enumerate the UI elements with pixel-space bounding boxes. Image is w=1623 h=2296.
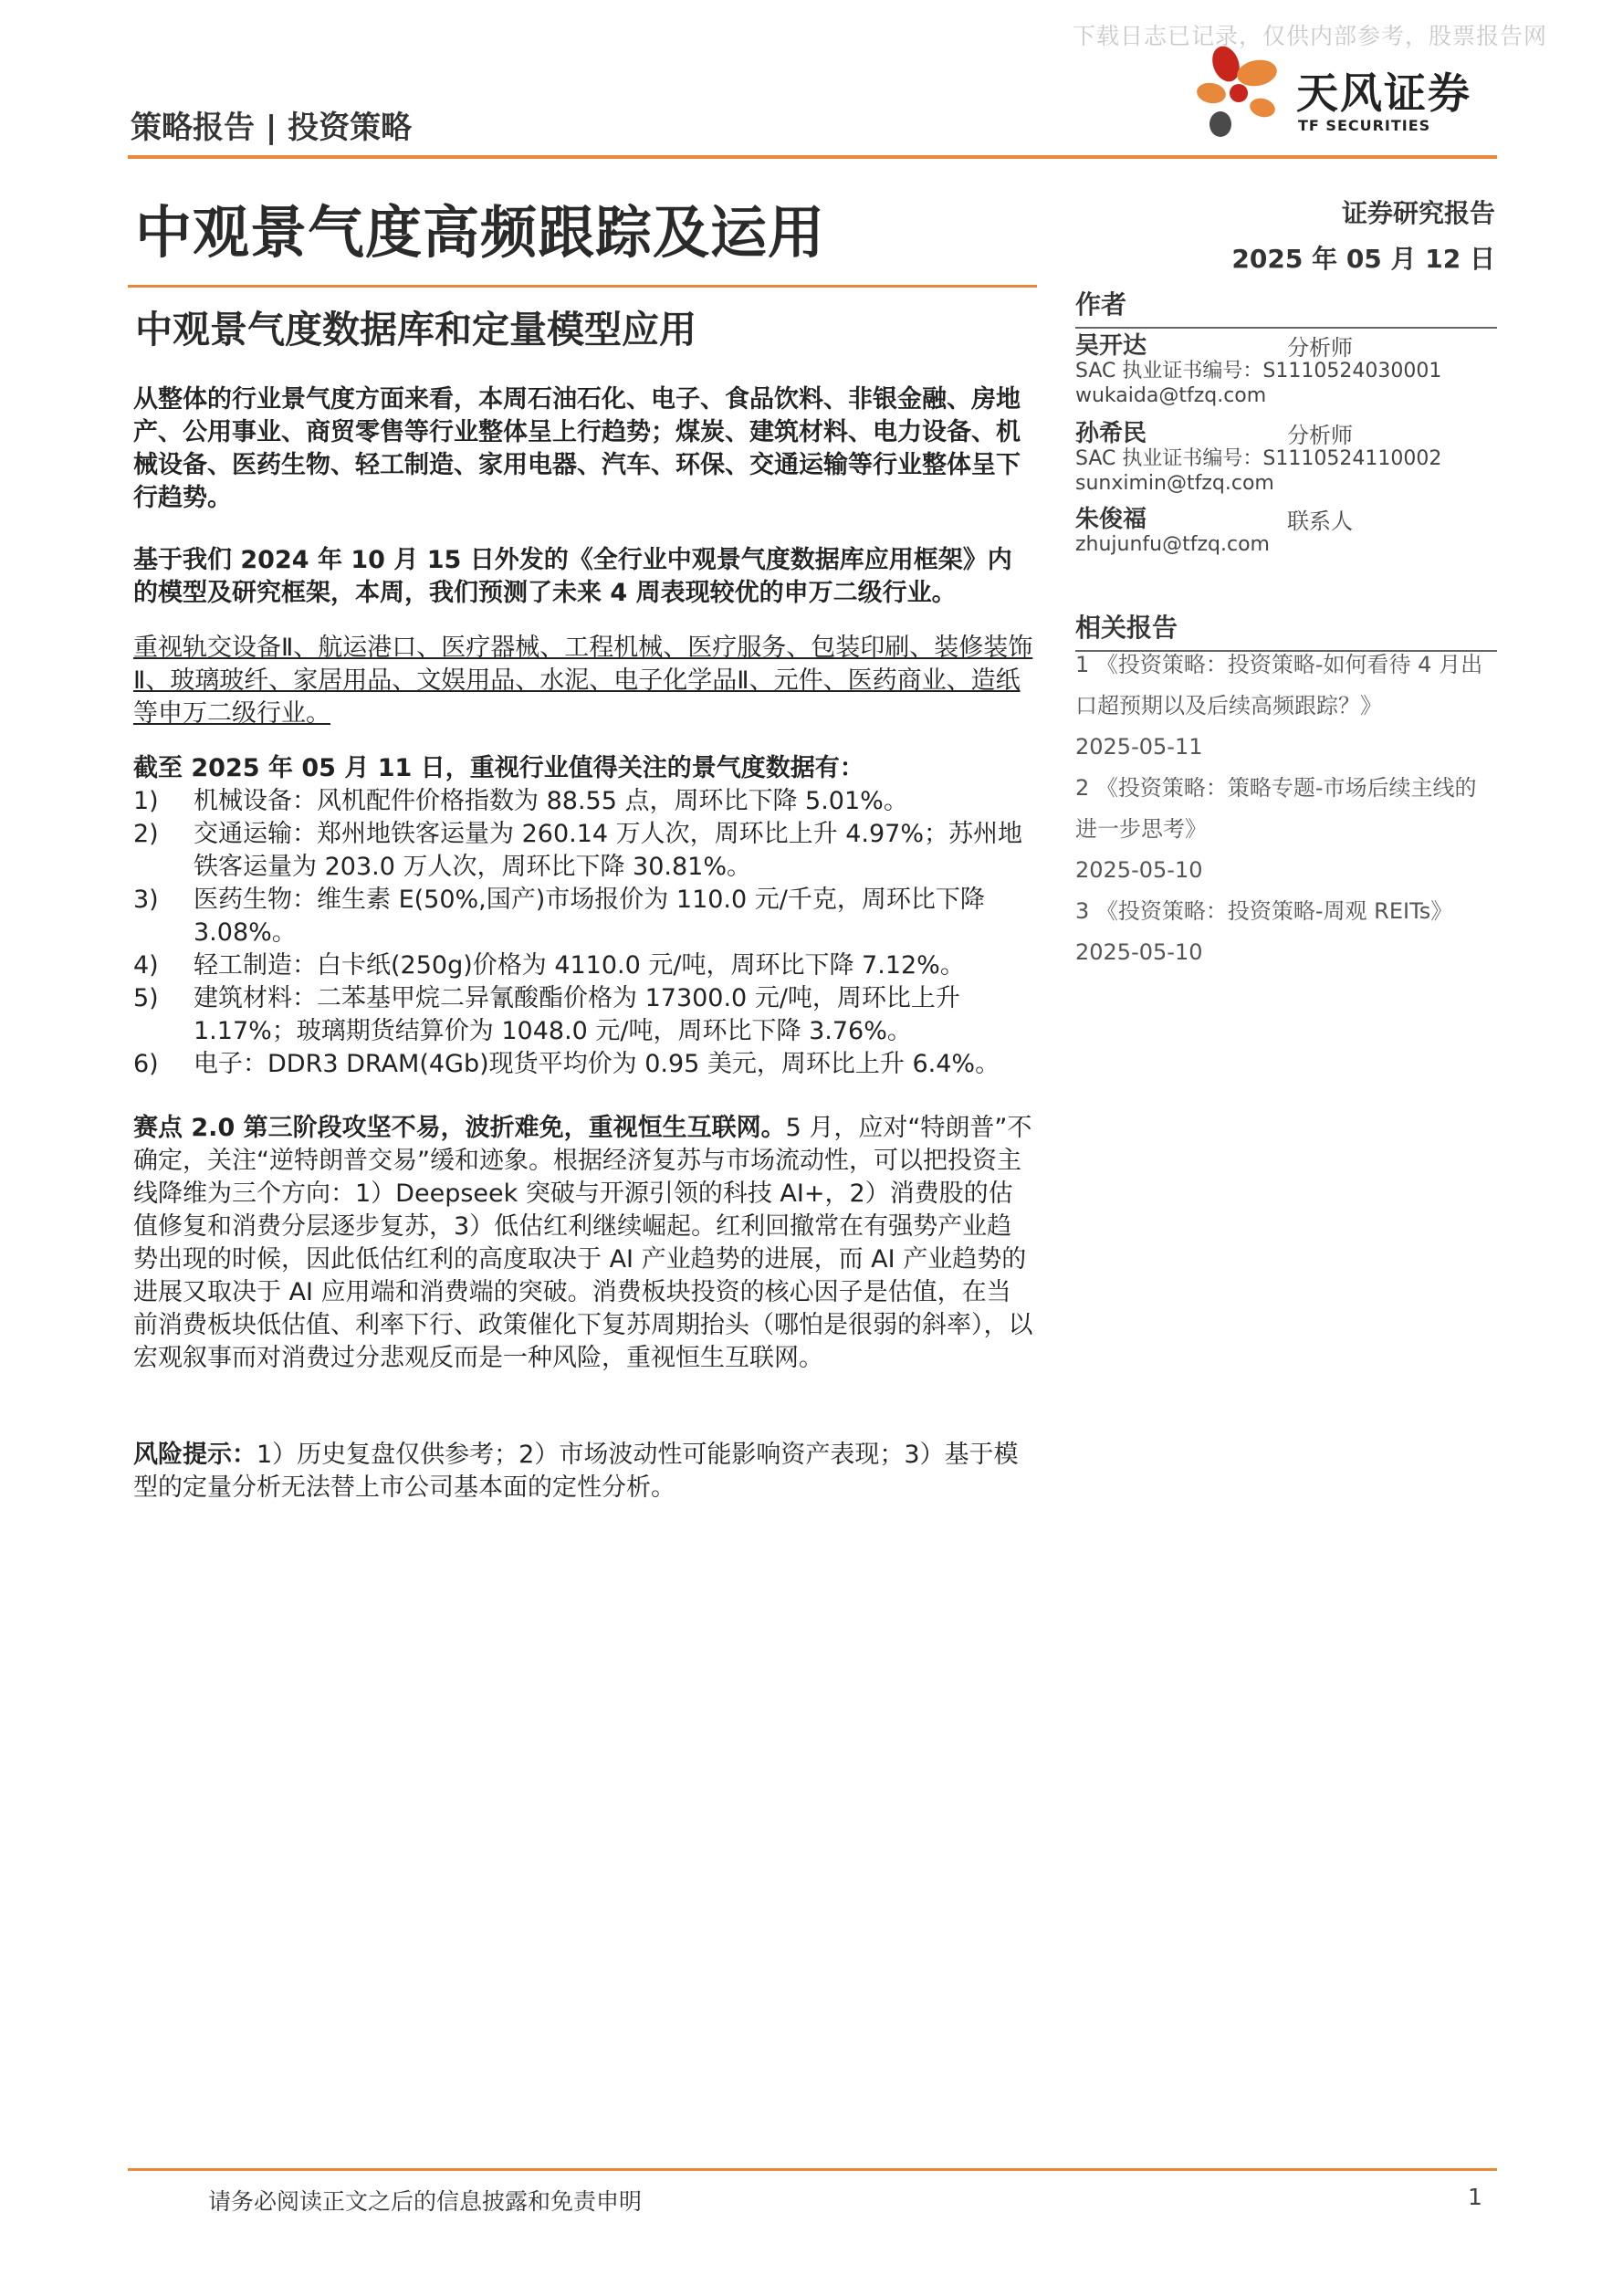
author-name: 朱俊福: [1075, 506, 1147, 533]
author-cert: S1110524110002: [1262, 447, 1442, 470]
risk-section: [133, 1439, 1035, 1504]
data-section: [133, 752, 1035, 1081]
report-subtitle: 中观景气度数据库和定量模型应用: [135, 308, 696, 351]
author-email[interactable]: sunximin@tfzq.com: [1075, 472, 1274, 495]
list-item: 5) 建筑材料：二苯基甲烷二异氰酸酯价格为 17300.0 元/吨，周环比上升 1.17%；玻璃期货结算价为 1048.0 元/吨，周环比下降 3.76%。: [133, 984, 960, 1045]
related-heading: 相关报告: [1075, 613, 1178, 643]
logo-text-en: TF SECURITIES: [1298, 117, 1431, 134]
author-role: 分析师: [1287, 423, 1353, 448]
author-card: 孙希民 分析师 SAC 执业证书编号：S1110524110002 sunximin@tfzq.com: [1075, 422, 1497, 496]
logo-text-cn: 天风证券: [1296, 68, 1471, 118]
risk-label: 风险提示：: [133, 1441, 257, 1469]
data-heading: 截至 2025 年 05 月 11 日，重视行业值得关注的景气度数据有：: [133, 754, 864, 782]
page-number: 1: [1468, 2184, 1482, 2210]
summary-p1: [133, 383, 1035, 515]
related-report-title[interactable]: 2 《投资策略：策略专题-市场后续主线的进一步思考》: [1075, 775, 1477, 842]
tf-flower-logo-icon: [1191, 37, 1292, 146]
author-card: 吴开达 分析师 SAC 执业证书编号：S1110524030001 wukaida@tfzq.com: [1075, 334, 1497, 408]
summary-trend-text: 从整体的行业景气度方面来看，本周石油石化、电子、食品饮料、非银金融、房地产、公用事业、商贸零售等行业整体呈上行趋势；煤炭、建筑材料、电力设备、机械设备、医药生物、轻工制造、家用电器、汽车、环保、交通运输等行业整体呈下行趋势。: [133, 385, 1021, 512]
related-report-date: 2025-05-11: [1075, 734, 1203, 760]
authors-divider: [1075, 327, 1497, 329]
strategy-text: 5 月，应对“特朗普”不确定，关注“逆特朗普交易”缓和迹象。根据经济复苏与市场流动性，可以把投资主线降维为三个方向：1）Deepseek 突破与开源引领的科技 AI+，2）消费股的估值修复和消费分层逐步复苏，3）低估红利继续崛起。红利回撤常在有强势产业趋势出现的时候，因此低估红利的高度取决于 AI 产业趋势的进展，而 AI 产业趋势的进展又取决于 AI 应用端和消费端的突破。消费板块投资的核心因子是估值，在当前消费板块低估值、利率下行、政策催化下复苏周期抬头（哪怕是很弱的斜率），以宏观叙事而对消费过分悲观反而是一种风险，重视恒生互联网。: [133, 1114, 1033, 1372]
related-report-item[interactable]: [1075, 645, 1497, 768]
model-framework-text: 基于我们 2024 年 10 月 15 日外发的《全行业中观景气度数据库应用框架》内的模型及研究框架，本周，我们预测了未来 4 周表现较优的申万二级行业。: [133, 546, 1012, 607]
title-divider: [128, 285, 1037, 288]
footer-disclaimer[interactable]: 请务必阅读正文之后的信息披露和免责申明: [208, 2188, 643, 2215]
report-type: 证券研究报告: [1341, 198, 1495, 228]
related-report-title[interactable]: 1 《投资策略：投资策略-如何看待 4 月出口超预期以及后续高频跟踪？》: [1075, 652, 1483, 718]
list-item: 6) 电子：DDR3 DRAM(4Gb)现货平均价为 0.95 美元，周环比上升 6.4%。: [133, 1050, 1000, 1078]
list-item: 4) 轻工制造：白卡纸(250g)价格为 4110.0 元/吨，周环比下降 7.12%。: [133, 951, 965, 980]
report-title: 中观景气度高频跟踪及运用: [135, 199, 826, 266]
author-name: 吴开达: [1075, 332, 1147, 360]
author-name: 孙希民: [1075, 420, 1147, 447]
list-item: 3) 医药生物：维生素 E(50%,国产)市场报价为 110.0 元/千克，周环比下降 3.08%。: [133, 886, 985, 947]
related-report-date: 2025-05-10: [1075, 939, 1203, 965]
author-email[interactable]: zhujunfu@tfzq.com: [1075, 533, 1270, 556]
recommended-industries-text: 重视轨交设备Ⅱ、航运港口、医疗器械、工程机械、医疗服务、包装印刷、装修装饰Ⅱ、玻璃玻纤、家居用品、文娱用品、水泥、电子化学品Ⅱ、元件、医药商业、造纸等申万二级行业。: [133, 634, 1033, 728]
related-report-item[interactable]: [1075, 768, 1497, 891]
related-report-date: 2025-05-10: [1075, 857, 1203, 883]
related-report-item[interactable]: [1075, 891, 1497, 973]
list-item: 1) 机械设备：风机配件价格指数为 88.55 点，周环比下降 5.01%。: [133, 787, 908, 815]
author-card: [1075, 508, 1497, 557]
author-role: 分析师: [1287, 335, 1353, 361]
header-divider: [128, 155, 1497, 159]
footer-divider: [128, 2168, 1497, 2171]
author-email[interactable]: wukaida@tfzq.com: [1075, 384, 1267, 407]
author-role: 联系人: [1287, 508, 1353, 534]
watermark: 下载日志已记录，仅供内部参考，股票报告网: [1073, 23, 1548, 49]
summary-p2: [133, 544, 1035, 610]
list-item: 2) 交通运输：郑州地铁客运量为 260.14 万人次，周环比上升 4.97%；苏州地铁客运量为 203.0 万人次，周环比下降 30.81%。: [133, 820, 1022, 881]
report-category: 策略报告 | 投资策略: [131, 110, 413, 146]
authors-heading: 作者: [1075, 289, 1127, 320]
strategy-section: [133, 1112, 1035, 1375]
related-report-title[interactable]: 3 《投资策略：投资策略-周观 REITs》: [1075, 898, 1453, 924]
summary-p3: [133, 632, 1035, 730]
company-logo: [1191, 37, 1502, 146]
related-list: [1075, 645, 1497, 973]
report-date: 2025 年 05 月 12 日: [1231, 244, 1495, 274]
authors-section: [1075, 285, 1497, 329]
author-cert: S1110524030001: [1262, 360, 1442, 383]
risk-text: 1）历史复盘仅供参考；2）市场波动性可能影响资产表现；3）基于模型的定量分析无法替上市公司基本面的定性分析。: [133, 1441, 1019, 1502]
strategy-headline: 赛点 2.0 第三阶段攻坚不易，波折难免，重视恒生互联网。: [133, 1114, 786, 1142]
